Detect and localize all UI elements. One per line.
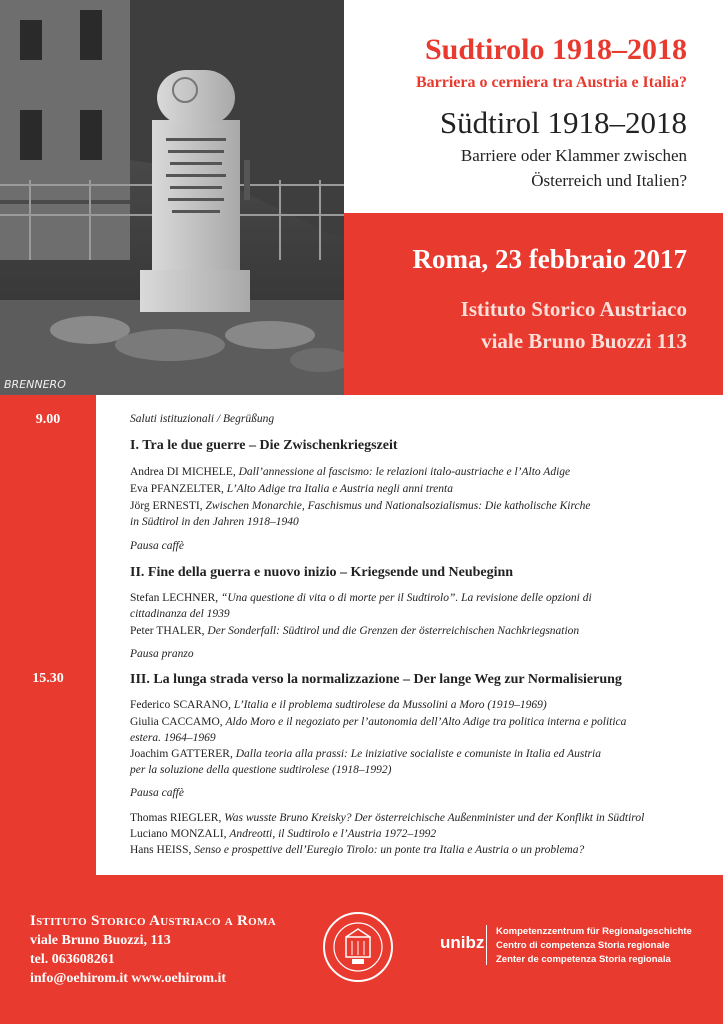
footer-contacts[interactable]: info@oehirom.it www.oehirom.it — [30, 971, 227, 986]
venue-institute: Istituto Storico Austriaco — [460, 297, 687, 321]
brennero-monument-photo — [0, 0, 344, 395]
section-2-title: II. Fine della guerra e nuovo inizio – Kriegsende und Neubeginn — [130, 565, 514, 580]
talk-item: Hans HEISS, Senso e prospettive dell’Euregio Tirolo: un ponte tra Italia e Austria o un problema? — [130, 844, 585, 856]
footer-phone: tel. 063608261 — [30, 952, 115, 967]
talk-item: Luciano MONZALI, Andreotti, il Sudtirolo e l’Austria 1972–1992 — [130, 828, 437, 840]
break-coffee-1: Pausa caffè — [130, 540, 184, 552]
italian-title: Sudtirolo 1918–2018 — [425, 33, 687, 66]
venue-panel — [344, 213, 723, 395]
section-1-title: I. Tra le due guerre – Die Zwischenkriegszeit — [130, 438, 398, 453]
german-subtitle-line-1: Barriere oder Klammer zwischen — [460, 146, 687, 165]
time-strip — [0, 395, 96, 875]
break-lunch: Pausa pranzo — [130, 648, 194, 660]
unibz-logo: unibz — [440, 933, 485, 952]
logo-divider — [486, 925, 487, 965]
unibz-line-3: Zenter de competenza Storia regionala — [496, 954, 671, 965]
time-afternoon: 15.30 — [32, 671, 64, 686]
talk-item: Peter THALER, Der Sonderfall: Südtirol und die Grenzen der österreichischen Nachkriegsnation — [130, 625, 580, 637]
historic-photo — [0, 0, 344, 395]
talk-item: Eva PFANZELTER, L’Alto Adige tra Italia e Austria negli anni trenta — [130, 483, 453, 495]
break-coffee-2: Pausa caffè — [130, 787, 184, 799]
section-3-title: III. La lunga strada verso la normalizzazione – Der lange Weg zur Normalisierung — [130, 672, 622, 687]
title-panel — [344, 0, 723, 213]
institute-seal-icon — [322, 911, 394, 983]
talk-item: Joachim GATTERER, Dalla teoria alla prassi: Le iniziative socialiste e comuniste in Italia ed Austria per la soluzione della questione sudtirolese (1918–1992) — [130, 748, 601, 776]
photo-caption: BRENNERO — [4, 378, 66, 391]
talk-item: Stefan LECHNER, “Una questione di vita o di morte per il Sudtirolo”. La revisione delle opzioni di cittadinanza del 1939 — [130, 592, 592, 620]
unibz-line-2: Centro di competenza Storia regionale — [496, 940, 670, 951]
talk-item: Andrea DI MICHELE, Dall’annessione al fascismo: le relazioni italo-austriache e l’Alto Adige — [130, 466, 571, 478]
german-title: Südtirol 1918–2018 — [439, 105, 687, 140]
talk-item: Jörg ERNESTI, Zwischen Monarchie, Faschismus und Nationalsozialismus: Die katholische Kirche in Südtirol in den Jahren 1918–1940 — [130, 500, 591, 528]
event-date: Roma, 23 febbraio 2017 — [412, 244, 687, 274]
talk-item: Giulia CACCAMO, Aldo Moro e il negoziato per l’autonomia dell’Alto Adige tra politica interna e politica estera. 1964–1969 — [130, 716, 627, 744]
venue-address: viale Bruno Buozzi 113 — [481, 329, 687, 353]
italian-subtitle: Barriera o cerniera tra Austria e Italia? — [415, 74, 687, 91]
talk-item: Thomas RIEGLER, Was wusste Bruno Kreisky? Der österreichische Außenminister und der Konflikt in Südtirol — [130, 812, 645, 824]
time-morning: 9.00 — [35, 412, 61, 427]
footer-address: viale Bruno Buozzi, 113 — [30, 933, 171, 948]
footer — [0, 875, 723, 1024]
program — [96, 395, 723, 875]
footer-org-name: Istituto Storico Austriaco a Roma — [30, 913, 276, 929]
talk-item: Federico SCARANO, L’Italia e il problema sudtirolese da Mussolini a Moro (1919–1969) — [130, 699, 547, 711]
german-subtitle-line-2: Österreich und Italien? — [531, 171, 687, 190]
unibz-line-1: Kompetenzzentrum für Regionalgeschichte — [496, 926, 692, 937]
welcome-line: Saluti istituzionali / Begrüßung — [130, 413, 275, 425]
